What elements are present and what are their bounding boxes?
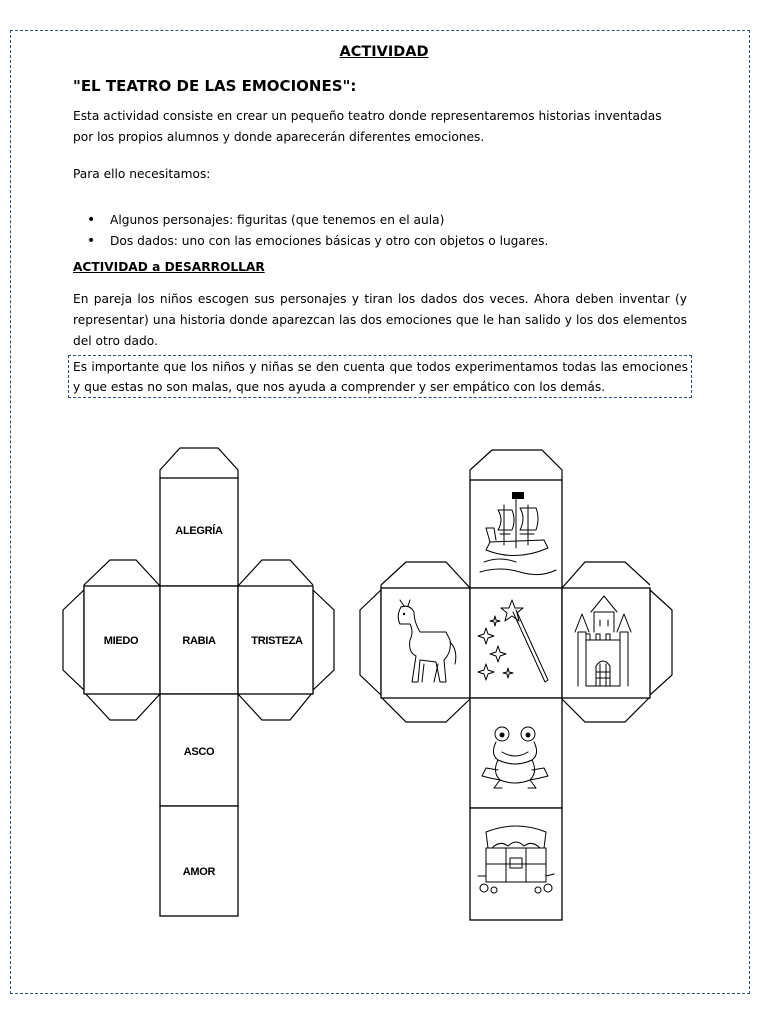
tab-right-bottom <box>238 692 313 720</box>
intro-line-2: por los propios alumnos y donde aparecerán diferentes emociones. <box>73 130 485 144</box>
emotion-label-rabia: RABIA <box>182 634 216 647</box>
tab-left-bottom <box>84 692 160 720</box>
list-item: • Algunos personajes: figuritas (que tenemos en el aula) <box>73 210 693 231</box>
tab-right-bottom <box>562 697 650 722</box>
tab-left-top <box>84 560 160 588</box>
tab-left-top <box>381 562 470 590</box>
tab-right-top <box>562 562 650 588</box>
emotion-label-asco: ASCO <box>183 745 215 758</box>
note-box: Es importante que los niños y niñas se den cuenta que todos experimentamos todas las emociones y que estas no son malas, que nos ayuda a comprender y ser empático con los demás. <box>68 355 692 398</box>
activity-subtitle: "EL TEATRO DE LAS EMOCIONES": <box>73 77 357 95</box>
emotion-label-miedo: MIEDO <box>103 634 139 647</box>
page-title: ACTIVIDAD <box>339 44 429 60</box>
tab-right-side <box>650 590 672 695</box>
tab-top <box>470 450 562 480</box>
face-bottom-2 <box>160 806 238 916</box>
emotion-label-amor: AMOR <box>182 865 216 878</box>
materials-lead: Para ello necesitamos: <box>73 167 211 181</box>
development-paragraph: En pareja los niños escogen sus personajes y tiran los dados dos veces. Ahora deben inventar (y representar) una historia donde aparezcan las dos emociones que le han salido y los dos elementos del otro dado. <box>73 292 687 348</box>
tab-right-top <box>238 560 313 586</box>
intro-line-1: Esta actividad consiste en crear un pequeño teatro donde representaremos historias inventadas <box>73 109 662 123</box>
tab-right-side <box>313 590 334 690</box>
list-item: • Dos dados: uno con las emociones básicas y otro con objetos o lugares. <box>73 231 693 252</box>
object-die-net <box>360 450 672 920</box>
emotion-label-alegria: ALEGRÍA <box>175 524 223 537</box>
emotion-die-net <box>63 448 334 916</box>
tab-left-side <box>360 590 381 695</box>
section-heading: ACTIVIDAD a DESARROLLAR <box>73 260 265 274</box>
face-center <box>470 588 562 698</box>
tab-left-bottom <box>381 697 470 722</box>
face-bottom <box>470 698 562 808</box>
tab-left-side <box>63 590 84 690</box>
emotion-label-tristeza: TRISTEZA <box>251 634 303 647</box>
face-left <box>381 588 470 698</box>
tab-top <box>160 448 238 478</box>
